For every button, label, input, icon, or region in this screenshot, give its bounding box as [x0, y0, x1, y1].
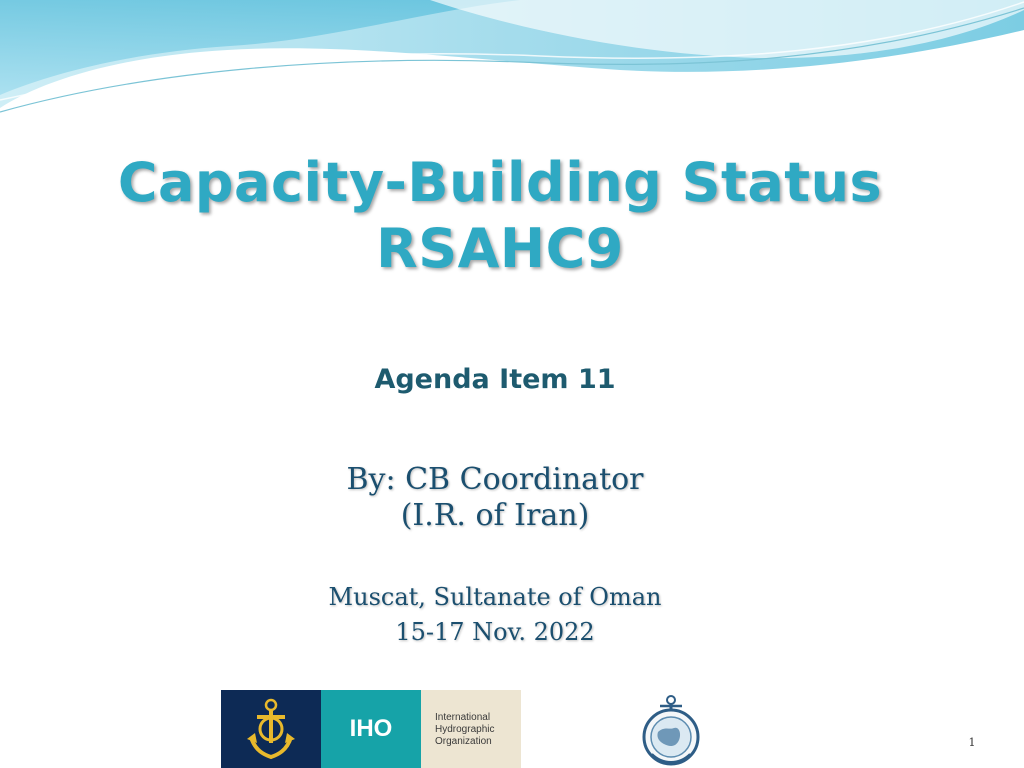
venue: [0, 580, 990, 650]
hydrographic-seal-icon: [638, 692, 704, 766]
iho-text-line-2: Hydrographic: [435, 724, 495, 735]
title-line-2: RSAHC9: [376, 217, 624, 280]
iho-wordmark: IHO: [321, 690, 421, 768]
byline-line-1: By: CB Coordinator: [346, 462, 644, 497]
byline-line-2: (I.R. of Iran): [400, 498, 590, 533]
byline: [0, 462, 990, 534]
venue-line-2: 15-17 Nov. 2022: [395, 618, 595, 646]
iho-logo: [221, 690, 521, 768]
agenda-item: Agenda Item 11: [374, 364, 616, 395]
iho-text-line-1: International: [435, 712, 491, 723]
venue-line-1: Muscat, Sultanate of Oman: [328, 583, 662, 611]
slide-title: [0, 150, 1000, 282]
page-number: 1: [968, 736, 976, 749]
iho-text-line-3: Organization: [435, 736, 492, 747]
iho-anchor-emblem-icon: [221, 690, 321, 768]
iho-name-text: [421, 690, 521, 768]
title-line-1: Capacity-Building Status: [117, 151, 883, 214]
wave-header-decoration: [0, 0, 1024, 130]
